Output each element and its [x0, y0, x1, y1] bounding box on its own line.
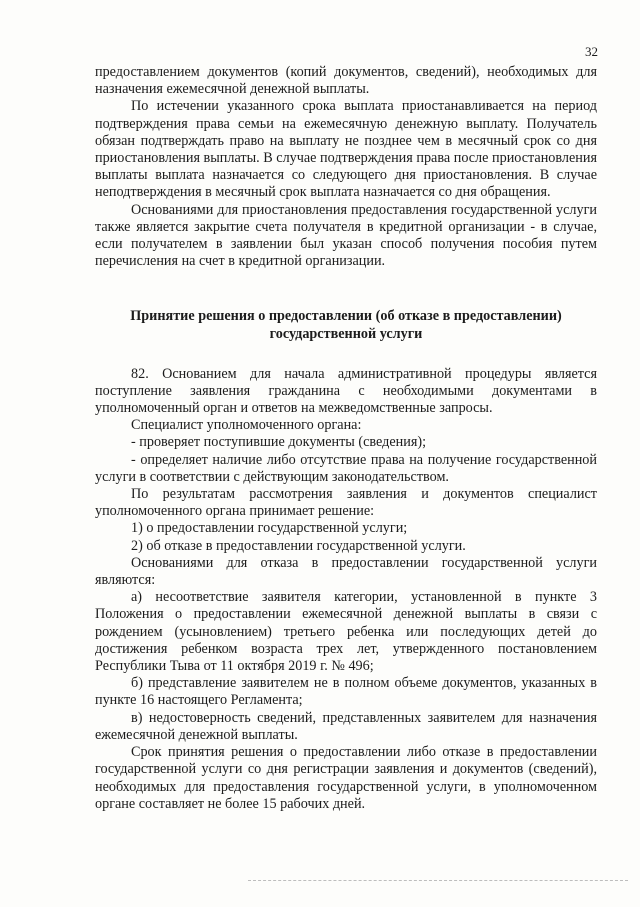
paragraph: Основаниями для отказа в предоставлении государственной услуги являются:	[95, 554, 597, 589]
document-body	[95, 64, 597, 813]
list-item: в) недостоверность сведений, представленных заявителем для назначения ежемесячной денежной выплаты.	[95, 709, 597, 743]
list-item: б) представление заявителем не в полном объеме документов, указанных в пункте 16 настоящего Регламента;	[95, 675, 597, 709]
scan-edge-divider	[248, 880, 628, 881]
list-item: - проверяет поступившие документы (сведения);	[131, 434, 427, 451]
paragraph: Срок принятия решения о предоставлении либо отказе в предоставлении государственной услуги со дня регистрации заявления и документов (сведений), необходимых для предоставления государственной услуги, в уполномоченном органе составляет не более 15 рабочих дней.	[95, 744, 597, 812]
paragraph: Основаниями для приостановления предоставления государственной услуги также является закрытие счета получателя в кредитной организации - в случае, если получателем в заявлении был указан способ получения пособия путем перечисления на счет в кредитной организации.	[95, 201, 597, 270]
page-number: 32	[585, 44, 598, 59]
list-item: а) несоответствие заявителя категории, установленной в пункте 3 Положения о предоставлении ежемесячной денежной выплаты в связи с рождением (усыновлением) третьего ребенка или последующих детей до достижения ребенком возраста трех лет, утвержденного постановлением Республики Тыва от 11 октября 2019 г. № 496;	[95, 589, 597, 675]
paragraph: По истечении указанного срока выплата приостанавливается на период подтверждения права семьи на ежемесячную денежную выплату. Получатель обязан подтверждать право на выплату не позднее чем в месячный срок со дня приостановления выплаты. В случае подтверждения права после приостановления выплаты выплата назначается со следующего дня приостановления. В случае неподтверждения в месячный срок выплата назначается со дня обращения.	[95, 98, 597, 201]
list-item: 1) о предоставлении государственной услуги;	[131, 520, 408, 537]
list-item: 2) об отказе в предоставлении государственной услуги.	[131, 537, 466, 554]
list-item: - определяет наличие либо отсутствие права на получение государственной услуги в соответствии с действующим законодательством.	[95, 451, 597, 485]
paragraph: предоставлением документов (копий документов, сведений), необходимых для назначения ежемесячной денежной выплаты.	[95, 64, 597, 98]
paragraph: По результатам рассмотрения заявления и документов специалист уполномоченного органа принимает решение:	[95, 486, 597, 520]
paragraph: Специалист уполномоченного органа:	[131, 417, 362, 434]
section-heading: Принятие решения о предоставлении (об отказе в предоставлении) государственной услуги	[130, 308, 562, 343]
paragraph: 82. Основанием для начала административной процедуры является поступление заявления гражданина с необходимыми документами в уполномоченный орган и ответов на межведомственные запросы.	[95, 365, 597, 417]
